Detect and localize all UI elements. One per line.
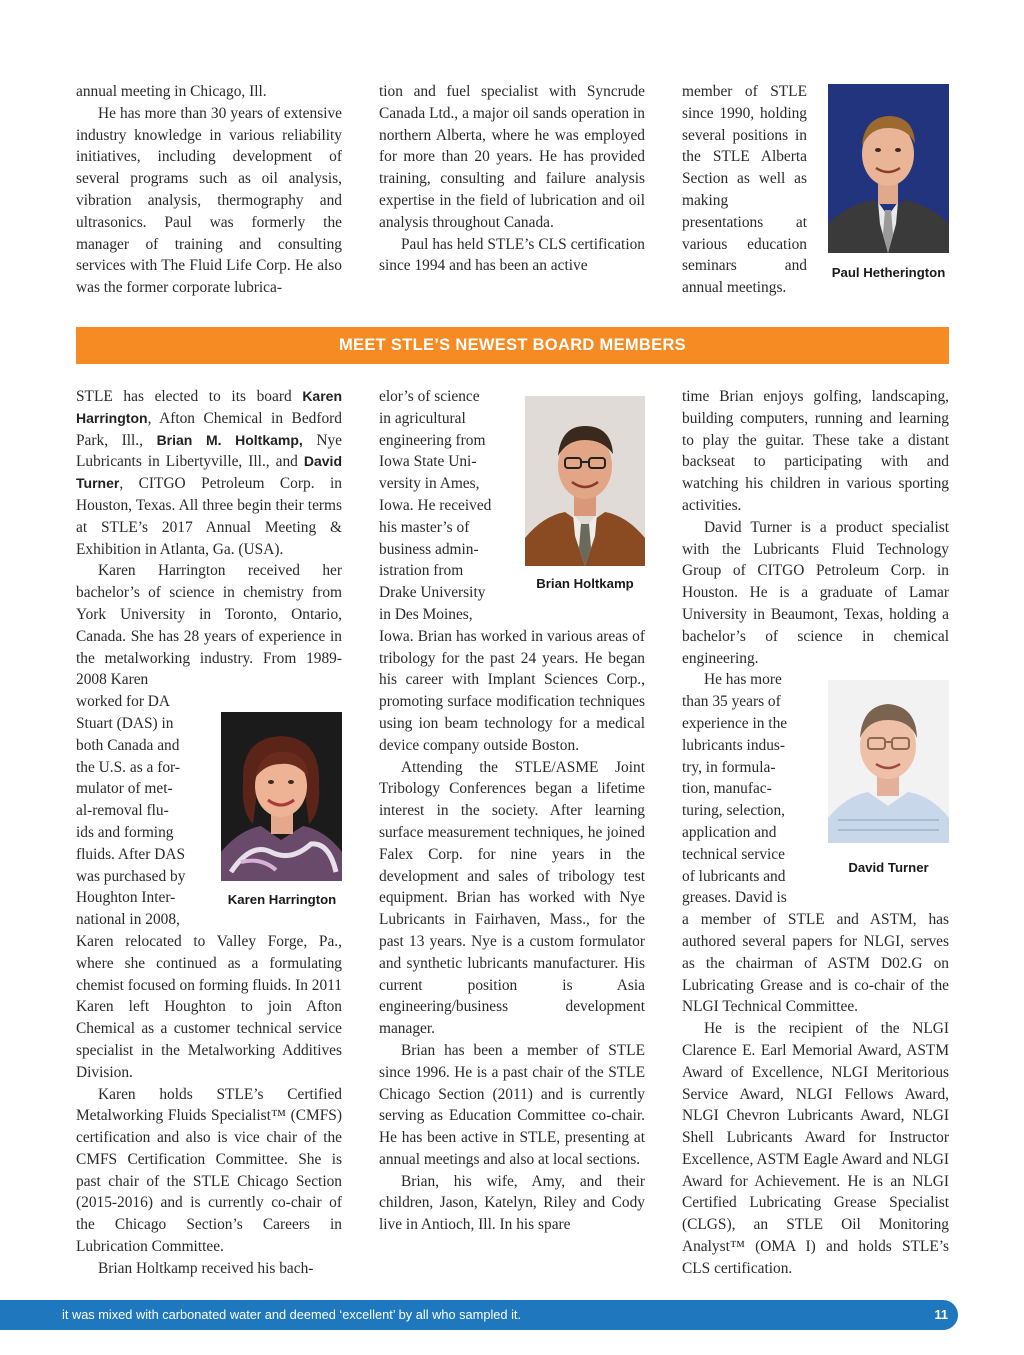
photo-caption: David Turner (848, 860, 929, 875)
board-member-name: David Turner (76, 453, 342, 492)
wrapped-text: He has more than 35 years of experience in the lubricants indus- try, in formula- tion, manufac- turing, selection, application and technical service of lubricants and greases. David is (682, 671, 788, 907)
photo-caption: Brian Holtkamp (536, 576, 634, 591)
section-banner (76, 327, 949, 364)
paragraph: member of STLE since 1990, holding several positions in the STLE Alberta Section as well as making presentations at various education seminars and annual meetings. (682, 83, 807, 297)
paragraph: Karen Harrington received her bachelor’s of science in chemistry from York University in Toronto, Ontario, Canada. She has 28 years of experience in the metalworking industry. From 1989-2008 Karen (76, 562, 342, 689)
board-member-name: Brian M. Holtkamp, (156, 431, 303, 448)
paragraph: annual meeting in Chicago, Ill. (76, 83, 267, 100)
page-footer (0, 1300, 958, 1330)
paragraph: Iowa. Brian has worked in various areas of tribology for the past 24 years. He began his career with Implant Sciences Corp., promoting surface modification techniques using ion beam technology for a medical device company outside Boston. (379, 627, 645, 754)
paragraph: He is the recipient of the NLGI Clarence E. Earl Memorial Award, ASTM Award of Excellence, NLGI Meritorious Service Award, NLGI Fellows Award, NLGI Chevron Lubricants Award, NLGI Shell Lubricants Award for Instructor Excellence, ASTM Eagle Award and NLGI Award for Achievement. He is an NLGI Certified Lubricating Grease Specialist (CLGS), an STLE Oil Monitoring Analyst™ (OMA I) and holds STLE’s CLS certification. (682, 1020, 949, 1277)
wrapped-text: elor’s of science in agricultural engineering from Iowa State Uni- versity in Ames, Iowa. He received his master’s of business admin- istration from Drake University in Des Moines, (379, 388, 492, 623)
paragraph: Brian, his wife, Amy, and their children, Jason, Katelyn, Riley and Cody live in Antioch, Ill. In his spare (379, 1172, 645, 1234)
banner-title: MEET STLE’S NEWEST BOARD MEMBERS (339, 336, 686, 354)
paragraph: a member of STLE and ASTM, has authored several papers for NLGI, serves as the chairman of ASTM D02.G on Lubricating Grease and is co-chair of the NLGI Technical Committee. (682, 911, 949, 1016)
paragraph: Karen holds STLE’s Certified Metalworking Fluids Specialist™ (CMFS) certification and also is vice chair of the CMFS Certification Committee. She is past chair of the STLE Chicago Section (2015-2016) and is currently co-chair of the Chicago Section’s Careers in Lubrication Committee. (76, 1085, 342, 1256)
intro-paragraph: STLE has elected to its board Karen Harrington, Afton Chemical in Bedford Park, Ill., Brian M. Holtkamp, Nye Lubricants in Libertyville, Ill., and David Turner, CITGO Petroleum Corp. in Houston, Texas. All three begin their terms at STLE’s 2017 Annual Meeting & Exhibition in Atlanta, Ga. (USA). (76, 388, 342, 558)
karen-harrington-photo (221, 712, 342, 881)
paragraph: He has more than 30 years of extensive industry knowledge in various reliability initiatives, including development of several programs such as oil analysis, vibration analysis, thermography and ultrasonics. Paul was formerly the manager of training and consulting services with The Fluid Life Corp. He also was the former corporate lubrica- (76, 104, 342, 297)
photo-caption: Karen Harrington (227, 892, 337, 907)
paragraph: time Brian enjoys golfing, landscaping, building computers, running and learning to play the guitar. These take a distant backseat to participating with and watching his children in various sporting activities. (682, 388, 949, 514)
top-column-2 (379, 81, 645, 277)
paragraph: Brian has been a member of STLE since 1996. He is a past chair of the STLE Chicago Section (2011) and is currently serving as Education Committee co-chair. He has been active in STLE, presenting at annual meetings and also at local sections. (379, 1041, 645, 1168)
paragraph: David Turner is a product specialist with the Lubricants Fluid Technology Group of CITGO Petroleum Corp. in Houston. He is a graduate of Lamar University in Beaumont, Texas, holding a bachelor’s of science in chemical engineering. (682, 518, 949, 667)
page-number: 11 (934, 1307, 948, 1322)
paragraph: Paul has held STLE’s CLS certification since 1994 and has been an active (379, 235, 645, 275)
wrapped-text: worked for DA Stuart (DAS) in both Canada and the U.S. as a for- mulator of met- al-removal flu- ids and forming fluids. After DAS was purchased by Houghton Inter- national in 2008, (76, 693, 186, 929)
david-turner-photo (828, 680, 949, 843)
photo-caption: Paul Hetherington (831, 265, 946, 280)
footer-text: it was mixed with carbonated water and deemed ‘excellent’ by all who sampled it. (62, 1307, 522, 1322)
paragraph: Attending the STLE/ASME Joint Tribology Conferences began a lifetime interest in the society. After learning surface measurement techniques, he joined Falex Corp. for nine years in the development and sales of tribology test equipment. Brian has worked with Nye Lubricants in Fairhaven, Mass., for the past 13 years. Nye is a custom formulator and synthetic lubricants manufacturer. His current position is Asia engineering/business development manager. (379, 758, 645, 1038)
top-column-1 (76, 81, 342, 299)
brian-holtkamp-photo (525, 396, 645, 566)
board-member-name: Karen Harrington (76, 388, 342, 426)
paragraph: Brian Holtkamp received his bach- (98, 1259, 314, 1277)
paragraph: Karen relocated to Valley Forge, Pa., where she continued as a formulating chemist focused on forming fluids. In 2011 Karen left Houghton to join Afton Chemical as a customer technical service specialist in the Metalworking Additives Division. (76, 932, 342, 1081)
top-column-3 (682, 81, 807, 299)
paul-hetherington-photo (828, 84, 949, 253)
paragraph: tion and fuel specialist with Syncrude Canada Ltd., a major oil sands operation in northern Alberta, where he was employed for more than 20 years. He has provided training, consulting and failure analysis expertise in the field of lubrication and oil analysis throughout Canada. (379, 83, 645, 231)
